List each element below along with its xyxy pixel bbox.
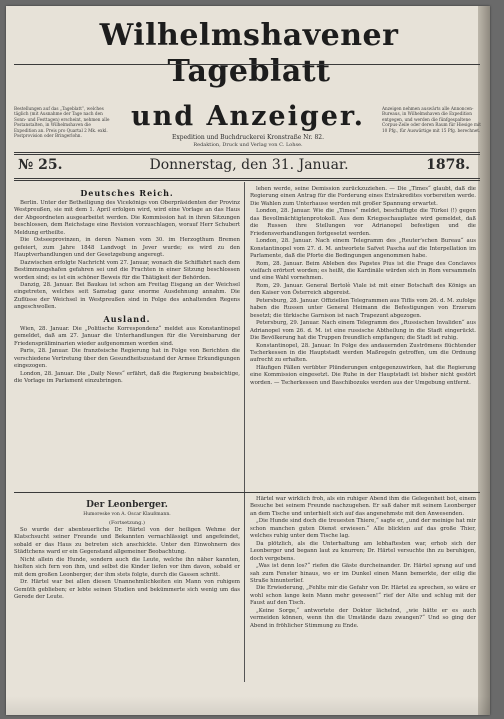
issue-date: Donnerstag, den 31. Januar. [149,157,349,173]
issue-rule-bottom [14,178,480,181]
expedition-line: Expedition und Buchdruckerei Kronstraße Nr. 82. [171,134,324,141]
section-heading-ausland: Ausland. [103,313,151,324]
issue-bar [14,154,480,176]
redaction-line: Redaktion, Druck und Verlag von C. Lohse. [193,142,303,148]
feuilleton-paragraph: Da plötzlich, als die Unterhaltung am lebhaftesten war, erhob sich der Leonberger und begann laut zu knurren; Dr. Härtel versuchte ihn zu beruhigen, doch vergebens. [250,540,476,562]
news-paragraph: London, 28. Januar. Nach einem Telegramm des „Reuter'schen Bureau“ aus Konstantinopel vom 27. d. M. antwortete Safvet Pascha auf die Interpellation im Parlamente, daß die Pforte die Bedingungen angenommen habe. [250,238,476,260]
right-column [250,186,476,387]
feuilleton-paragraph: Nicht allein die Hunde, sondern auch die Leute, welche ihn näher kannten, hielten sich fern von ihm, und selbst die Kinder liefen vor ihm davon, sobald er mit dem großen Leonberger, der ihm stets folgte, durch die Gassen schritt. [14,556,240,578]
news-paragraph: Rom, 29. Januar. General Bertolè Viale ist mit einer Botschaft des Königs an den Kaiser von Österreich abgereist. [250,282,476,297]
feuilleton-paragraph: „Keine Sorge,“ antwortete der Doktor lächelnd, „wie hätte er es auch vermeiden können, wenn ihn die Umstände dazu zwangen?“ Und so ging der Abend in fröhlicher Stimmung zu Ende. [250,607,476,629]
feuilleton-paragraph: Härtel war wirklich froh, als ein ruhiger Abend ihm die Gelegenheit bot, einem Besuche bei seinem Freunde nachzugehen. Er saß daher mit seinem Leonberger an dem Tische und unterhielt sich auf das angenehmste mit den Anwesenden. [250,496,476,517]
news-paragraph: Petersburg, 29. Januar. Nach einem Telegramm des „Russischen Invaliden“ aus Adrianopel vom 26. d. M. ist eine russische Abtheilung in die Stadt eingerückt. Die Bevölkerung hat die Truppen freundlich empfangen; die Stadt ist ruhig. [250,320,476,342]
masthead-subtitle: und Anzeiger. [130,101,366,132]
news-paragraph: London, 28. Januar. Die „Daily News“ erfährt, daß die Regierung beabsichtige, die Vorlage im Parlament einzubringen. [14,370,240,384]
column-divider [244,182,245,682]
feuilleton-right [250,496,476,630]
news-paragraph: Die Ostseeprovinzen, in deren Namen vom 30. im Herzogthum Bremen gefeiert, zum Jahre 1848 Landvogt in Jever wurde; es wird zu den Hauptverhandlungen und der Gesetzgebung angeregt. [14,237,240,259]
newspaper-page [6,6,490,715]
feuilleton-paragraph: Die Erwiederung, „Fehlte mir die Gefahr von Dr. Härtel zu sprechen, so wäre er wohl schon lange kein Mann mehr gewesen!“ rief der Alte und schlug mit der Faust auf den Tisch. [250,585,476,607]
news-paragraph: Berlin. Unter der Betheiligung des Vicekönigs von Oberpräsidenten der Provinz Westpreußen, sie mit dem 1. April erfolgen wird, wird eine Vorlage an das Haus der Abgeordneten ausgearbeitet werden. Die Kommission hat in ihren Sitzungen beschlossen, dem Reichstage eine Revision vorzuschlagen, worauf Herr Schubert Meldung ertheilte. [14,200,240,236]
news-paragraph: Rom, 28. Januar. Beim Ableben des Papstes Pius ist die Frage des Conclaves vielfach erörtert worden; es heißt, die Kardinäle würden sich in Rom versammeln und eine Wahl vornehmen. [250,260,476,282]
feuilleton-paragraph: So wurde der abenteuerliche Dr. Härtel von der heiligen Wehme der Klatschsucht seiner Freunde und Bekannten vernachlässigt und angefeindet, sobald er das Haus zu betreten sich anschickte. Unter den Einwohnern des Städtchens ward er ein Gegenstand allgemeiner Beobachtung. [14,527,240,556]
news-paragraph: Petersburg, 28. Januar. Offiziellen Telegrammen aus Tiflis vom 26. d. M. zufolge haben die Russen unter General Heimann die Befestigungen von Erzerum besetzt; die türkische Garnison ist nach Trapezunt abgezogen. [250,297,476,319]
news-paragraph: London, 28. Januar. Wie die „Times“ meldet, beschäftigte die Türkei (!) gegen das Bevollmächtigtenprotokoll. Aus dem Kriegsschauplatze wird gemeldet, daß die Russen ihre Stellungen vor Adrianopel befestigen und die Friedensverhandlungen fortgesetzt werden. [250,208,476,237]
news-paragraph: Danzig, 28. Januar. Bei Baukau ist schon am Freitag Eisgang an der Weichsel eingetreten, welches seit Samstag ganz enorme Ausdehnung annahm. Die Zuflüsse der Weichsel in Westpreußen sind in Folge des anhaltenden Regens angeschwollen. [14,281,240,311]
masthead-title: Wilhelmshavener Tageblatt [99,18,399,89]
news-paragraph: Wien, 28. Januar. Die „Politische Korrespondenz“ meldet aus Konstantinopel gemeldet, daß am 27. Januar die Unterhandlungen für die Vereinbarung der Friedenspräliminarien wieder aufgenommen worden sind. [14,325,240,347]
news-paragraph: Dazwischen erfolgte Nachricht vom 27. Januar, wonach die Schiffahrt nach dem Bestimmungshafen gefahren sei und die Frachten in einer Sitzung beschlossen worden sind; es ist ein schöner Beweis für die Thätigkeit der Behörden. [14,259,240,281]
section-heading-reich: Deutsches Reich. [80,188,174,198]
news-paragraph: Häufigen Fällen verübter Plünderungen entgegenzuwirken, hat die Regierung eine Kommission eingesetzt. Die Ruhe in der Hauptstadt ist bisher nicht gestört worden. — Tscherkessen und Baschibozuks werden aus der Umgebung entfernt. [250,364,476,386]
feuilleton-paragraph: „Die Hunde sind doch die treuesten Thiere,“ sagte er, „und der meinige hat mir schon manchen guten Dienst erwiesen.“ Alle blickten auf das große Thier, welches ruhig unter dem Tische lag. [250,518,476,540]
issue-number: № 25. [18,157,63,173]
news-paragraph: Paris, 28. Januar. Die französische Regierung hat in Folge von Berichten die verschiedene Vertretung über den Gesundheitszustand der Armee Erkundigungen eingezogen. [14,348,240,370]
feuilleton-author: Humoreske von A. Oscar Klaußmann. [83,512,171,517]
page-edge-shadow [6,696,490,715]
advertising-info: Anzeigen nehmen auswärts alle Annoncen-Bureaus, in Wilhelmshaven die Expedition entgegen, und werden die fünfgespaltene Corpus-Zeile oder deren Raum für Hiesige mit 10 Pfg., für Auswärtige mit 15 Pfg. berechnet. [382,106,481,133]
feuilleton-continuation: (Fortsetzung.) [109,520,145,526]
news-paragraph: Konstantinopel, 28. Januar. In Folge des andauernden Zuströmens flüchtender Tscherkessen in die Hauptstadt werden Maßregeln getroffen, um die Ordnung aufrecht zu erhalten. [250,342,476,364]
feuilleton-paragraph: „Was ist denn los?“ riefen die Gäste durcheinander. Dr. Härtel sprang auf und sah zum Fenster hinaus, wo er im Dunkel einen Mann bemerkte, der eilig die Straße hinunterlief. [250,563,476,584]
masthead-rule [14,64,480,65]
feuilleton-title: Der Leonberger. [86,500,168,510]
feuilleton-rule [14,492,480,493]
issue-year: 1878. [426,157,470,173]
subscription-info: Bestellungen auf das „Tageblatt“, welches täglich (mit Ausnahme der Tage nach den Sonn- und Festtagen) erscheint, nehmen alle Postanstalten, in Wilhelmshaven die Expedition an. Preis pro Quartal 2 Mk. exkl. Postprovision oder Bringerlohn. [14,106,110,139]
left-column [14,186,240,385]
news-paragraph: lehen werde, seine Demission zurückzuziehen. — Die „Times“ glaubt, daß die Regierung einen Antrag für die Forderung eines Extrakredites vorbereiten werde. Die Wahlen zum Unterhause werden mit großer Spannung erwartet. [250,186,476,207]
feuilleton-left [14,496,240,602]
feuilleton-paragraph: Dr. Härtel war bei allen diesen Unannehmlichkeiten ein Mann von ruhigem Gemüth geblieben; er lebte seinen Studien und bekümmerte sich wenig um das Gerede der Leute. [14,579,240,601]
